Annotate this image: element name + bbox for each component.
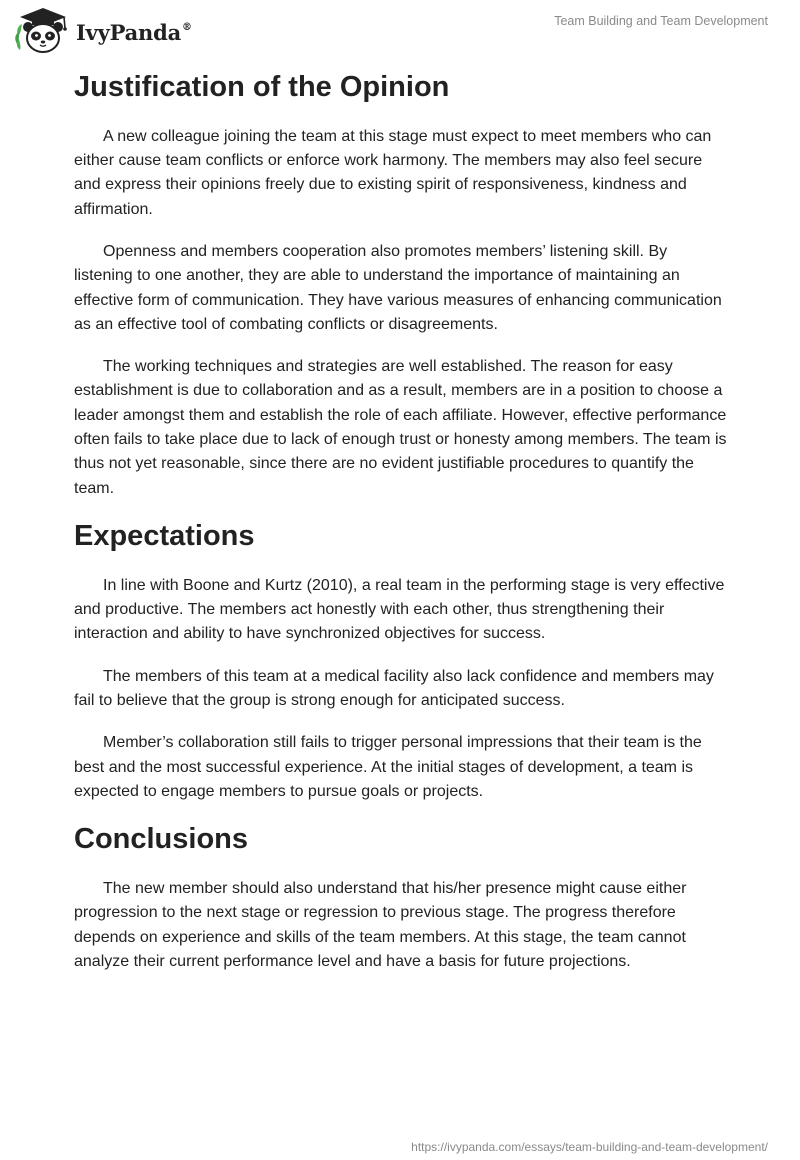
paragraph: Member’s collaboration still fails to trigger personal impressions that their team is the best and the most successful experience. At the initial stages of development, a team is expected to engage members to pursue goals or projects. (74, 734, 702, 800)
paragraph: The working techniques and strategies are well established. The reason for easy establishment is due to collaboration and as a result, members are in a position to choose a leader amongst them and establish the role of each affiliate. However, effective performance often fails to take place due to lack of enough trust or honesty among members. The team is thus not yet reasonable, since there are no evident justifiable procedures to quantify the team. (74, 358, 727, 497)
section-heading: Conclusions (74, 823, 249, 856)
source-url[interactable]: https://ivypanda.com/essays/team-building-and-team-development/ (411, 1140, 768, 1154)
essay-body (74, 70, 730, 992)
document-title: Team Building and Team Development (554, 14, 768, 28)
paragraph: A new colleague joining the team at this stage must expect to meet members who can either cause team conflicts or enforce work harmony. The members may also feel secure and express their opinions freely due to existing spirit of responsiveness, kindness and affirmation. (74, 127, 712, 218)
paragraph: In line with Boone and Kurtz (2010), a real team in the performing stage is very effective and productive. The members act honestly with each other, thus strengthening their interaction and ability to have synchronized objectives for success. (74, 576, 725, 643)
brand-name: IvyPanda® (76, 19, 192, 45)
brand-logo[interactable] (14, 6, 192, 56)
section-heading: Expectations (74, 519, 255, 552)
paragraph: The new member should also understand that his/her presence might cause either progression to the next stage or regression to previous stage. The progress therefore depends on experience and skills of the team members. At this stage, the team cannot analyze their current performance level and have a basis for future projections. (74, 879, 687, 970)
panda-graduate-icon (14, 6, 72, 56)
paragraph: The members of this team at a medical facility also lack confidence and members may fail to believe that the group is strong enough for anticipated success. (74, 667, 714, 709)
page-header (0, 0, 800, 60)
paragraph: Openness and members cooperation also promotes members’ listening skill. By listening to one another, they are able to understand the importance of maintaining an effective form of communication. They have various measures of enhancing communication as an effective tool of combating conflicts or disagreements. (74, 242, 722, 333)
section-heading: Justification of the Opinion (74, 71, 450, 103)
